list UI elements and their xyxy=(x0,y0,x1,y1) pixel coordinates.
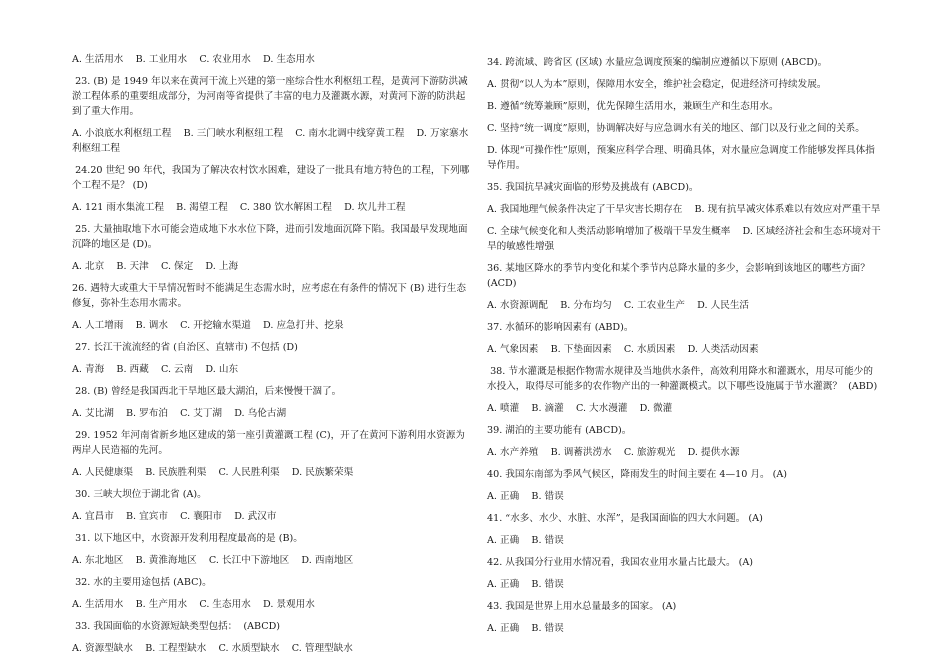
question-text: 42. 从我国分行业用水情况看，我国农业用水量占比最大。 (A) xyxy=(487,557,754,568)
spacer xyxy=(487,254,882,261)
spacer xyxy=(72,119,472,126)
answer-options: A. 生活用水 B. 工业用水 C. 农业用水 D. 生态用水 xyxy=(72,54,315,65)
spacer xyxy=(487,173,882,180)
answer-options: A. 人民健康渠 B. 民族胜利渠 C. 人民胜利渠 D. 民族繁荣渠 xyxy=(72,467,354,478)
spacer xyxy=(72,458,472,465)
question-text: 38. 节水灌溉是根据作物需水规律及当地供水条件，高效利用降水和灌溉水，用尽可能少的水投入，取得尽可能多的农作物产出的一种灌溉模式。以下哪些设施属于节水灌溉？ (ABD) xyxy=(487,366,878,392)
question-text: 23. (B) 是 1949 年以来在黄河干流上兴建的第一座综合性水利枢纽工程，是黄河下游防洪减淤工程体系的重要组成部分，为河南等省提供了丰富的电力及灌溉水源，对黄河下游的防洪起到了重大作用。 xyxy=(72,76,468,117)
spacer xyxy=(487,217,882,224)
spacer xyxy=(72,502,472,509)
spacer xyxy=(487,313,882,320)
spacer xyxy=(72,546,472,553)
question-text: 40. 我国东南部为季风气候区，降雨发生的时间主要在 4—10 月。 (A) xyxy=(487,469,788,480)
spacer xyxy=(487,114,882,121)
question-text: B. 遵循“统筹兼顾”原则，优先保障生活用水，兼顾生产和生态用水。 xyxy=(487,101,779,112)
spacer xyxy=(72,612,472,619)
spacer xyxy=(487,92,882,99)
spacer xyxy=(487,614,882,621)
spacer xyxy=(487,526,882,533)
spacer xyxy=(72,634,472,641)
answer-options: A. 宜昌市 B. 宜宾市 C. 襄阳市 D. 武汉市 xyxy=(72,511,277,522)
spacer xyxy=(72,421,472,428)
question-text: C. 坚持“统一调度”原则，协调解决好与应急调水有关的地区、部门以及行业之间的关系。 xyxy=(487,123,865,134)
spacer xyxy=(72,480,472,487)
question-text: 39. 湖泊的主要功能有 (ABCD)。 xyxy=(487,425,632,436)
question-text: 32. 水的主要用途包括 (ABC)。 xyxy=(72,577,212,588)
answer-options: A. 艾比湖 B. 罗布泊 C. 艾丁湖 D. 乌伦古湖 xyxy=(72,408,287,419)
spacer xyxy=(487,438,882,445)
question-text: 27. 长江干流流经的省 (自治区、直辖市) 不包括 (D) xyxy=(72,342,298,353)
question-text: 36. 某地区降水的季节内变化和某个季节内总降水量的多少，会影响到该地区的哪些方面？ (ACD) xyxy=(487,263,873,289)
answer-options: A. 喷灌 B. 滴灌 C. 大水漫灌 D. 微灌 xyxy=(487,403,673,414)
question-text: 31. 以下地区中，水资源开发利用程度最高的是 (B)。 xyxy=(72,533,303,544)
question-text: 30. 三峡大坝位于湖北省 (A)。 xyxy=(72,489,207,500)
question-text: 34. 跨流域、跨省区 (区域) 水量应急调度预案的编制应遵循以下原则 (ABCD)。 xyxy=(487,57,828,68)
question-text: 24.20 世纪 90 年代，我国为了解决农村饮水困难，建设了一批具有地方特色的工程，下列哪个工程不是？ (D) xyxy=(72,165,470,191)
spacer xyxy=(487,195,882,202)
spacer xyxy=(72,156,472,163)
question-text: 33. 我国面临的水资源短缺类型包括： (ABCD) xyxy=(72,621,281,632)
spacer xyxy=(72,252,472,259)
answer-options: A. 水资源调配 B. 分布均匀 C. 工农业生产 D. 人民生活 xyxy=(487,300,750,311)
answer-options: A. 资源型缺水 B. 工程型缺水 C. 水质型缺水 C. 管理型缺水 xyxy=(72,643,353,654)
question-text: 28. (B) 曾经是我国西北干旱地区最大湖泊，后来慢慢干涸了。 xyxy=(72,386,342,397)
left-column xyxy=(72,52,472,656)
question-text: 37. 水循环的影响因素有 (ABD)。 xyxy=(487,322,634,333)
spacer xyxy=(487,460,882,467)
question-text: C. 全球气候变化和人类活动影响增加了极端干旱发生概率 D. 区域经济社会和生态环境对干旱的敏感性增强 xyxy=(487,226,881,252)
spacer xyxy=(487,70,882,77)
spacer xyxy=(72,590,472,597)
question-text: 35. 我国抗旱减灾面临的形势及挑战有 (ABCD)。 xyxy=(487,182,699,193)
question-text: 43. 我国是世界上用水总量最多的国家。 (A) xyxy=(487,601,677,612)
spacer xyxy=(487,416,882,423)
question-text: 26. 遇特大或重大干旱情况暂时不能满足生态需水时，应考虑在有条件的情况下 (B) 进行生态修复，弥补生态用水需求。 xyxy=(72,283,466,309)
question-text: 25. 大量抽取地下水可能会造成地下水水位下降，进而引发地面沉降下陷。我国最早发现地面沉降的地区是 (D)。 xyxy=(72,224,468,250)
spacer xyxy=(487,482,882,489)
answer-options: A. 气象因素 B. 下垫面因素 C. 水质因素 D. 人类活动因素 xyxy=(487,344,759,355)
answer-options: A. 正确 B. 错误 xyxy=(487,535,564,546)
answer-options: A. 生活用水 B. 生产用水 C. 生态用水 D. 景观用水 xyxy=(72,599,315,610)
spacer xyxy=(72,67,472,74)
answer-options: A. 小浪底水利枢纽工程 B. 三门峡水利枢纽工程 C. 南水北调中线穿黄工程 D. 万家寨水利枢纽工程 xyxy=(72,128,469,154)
spacer xyxy=(72,377,472,384)
spacer xyxy=(72,399,472,406)
spacer xyxy=(72,215,472,222)
spacer xyxy=(72,193,472,200)
spacer xyxy=(72,524,472,531)
spacer xyxy=(72,311,472,318)
question-text: 29. 1952 年河南省新乡地区建成的第一座引黄灌溉工程 (C)，开了在黄河下游利用水资源为两岸人民造福的先河。 xyxy=(72,430,465,456)
spacer xyxy=(72,274,472,281)
answer-options: A. 正确 B. 错误 xyxy=(487,491,564,502)
right-column xyxy=(487,55,882,636)
spacer xyxy=(487,357,882,364)
spacer xyxy=(487,570,882,577)
question-text: A. 我国地理气候条件决定了干旱灾害长期存在 B. 现有抗旱减灾体系难以有效应对严重干旱 xyxy=(487,204,881,215)
spacer xyxy=(487,136,882,143)
spacer xyxy=(72,355,472,362)
spacer xyxy=(487,592,882,599)
spacer xyxy=(487,504,882,511)
answer-options: A. 青海 B. 西藏 C. 云南 D. 山东 xyxy=(72,364,239,375)
question-text: A. 贯彻“以人为本”原则，保障用水安全，维护社会稳定，促进经济可持续发展。 xyxy=(487,79,827,90)
spacer xyxy=(487,335,882,342)
question-text: D. 体现“可操作性”原则，预案应科学合理、明确具体，对水量应急调度工作能够发挥具体指导作用。 xyxy=(487,145,875,171)
spacer xyxy=(487,291,882,298)
answer-options: A. 北京 B. 天津 C. 保定 D. 上海 xyxy=(72,261,239,272)
answer-options: A. 东北地区 B. 黄淮海地区 C. 长江中下游地区 D. 西南地区 xyxy=(72,555,354,566)
answer-options: A. 正确 B. 错误 xyxy=(487,579,564,590)
spacer xyxy=(487,548,882,555)
spacer xyxy=(487,394,882,401)
spacer xyxy=(72,333,472,340)
answer-options: A. 121 雨水集流工程 B. 渴望工程 C. 380 饮水解困工程 D. 坎儿井工程 xyxy=(72,202,406,213)
question-text: 41. “水多、水少、水脏、水浑”，是我国面临的四大水问题。 (A) xyxy=(487,513,763,524)
answer-options: A. 人工增雨 B. 调水 C. 开挖输水渠道 D. 应急打井、挖泉 xyxy=(72,320,344,331)
answer-options: A. 正确 B. 错误 xyxy=(487,623,564,634)
answer-options: A. 水产养殖 B. 调蓄洪涝水 C. 旅游观光 D. 提供水源 xyxy=(487,447,740,458)
spacer xyxy=(72,568,472,575)
